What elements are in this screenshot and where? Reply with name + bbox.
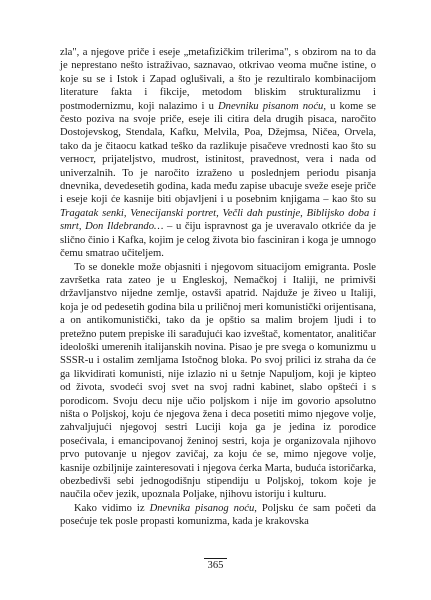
paragraph-text: – u čiju ispravnost ga je uveravalo otkriće da je slično činio i Kafka, kojim je celog života bio fasciniran i koga je umnogo čemu smatrao učiteljem. — [60, 221, 377, 260]
italic-title-text: Tragatak senki, Venecijanski portret, Večli dah pustinje, Biblijsko doba i smrt, Don Ildebrando… — [60, 207, 376, 233]
paragraph-text: Kako vidimo iz — [74, 502, 150, 514]
body-text — [60, 46, 376, 529]
italic-title-text: Dnevniku pisanom noću — [218, 100, 324, 112]
paragraph — [60, 502, 376, 529]
italic-title-text: Dnevnika pisanog noću — [149, 502, 255, 514]
paragraph-text: , Poljsku će sam početi da posećuje tek posle propasti komunizma, kada je krakovska — [60, 502, 376, 528]
paragraph-text: zla", a njegove priče i eseje „metafizičkim trilerima", s obzirom na to da je neprestano nešto istraživao, saznavao, otkrivao veoma mučne istine, o koje su se i Istok i Zapad oglušivali, a što je rezultiralo kombinacijom literature fakta i fikcije, metodom bliskim strukturalizmu i postmodernizmu, koji nalazimo i u — [60, 47, 376, 112]
paragraph-text: , u kome se često poziva na svoje priče, eseje ili citira dela drugih pisaca, naročito Dostojevskog, Stendala, Kafku, Melvila, Poa, Džejmsa, Ničea, Orvela, tako da je čitaocu katkad teško da razlikuje pisačeve vrednosti kao što su verност, prijateljstvo, mudrost, istinitost, pravednost, vera i nada od univerzalnih. To je naročito izraženo u poslednjem periodu pisanja dnevnika, devedesetih godina, kada među zapise ubacuje sveže eseje priče i eseje koji će kasnije biti objavljeni i u posebnim knjigama – kao što su — [60, 100, 376, 206]
paragraph — [60, 261, 376, 502]
page-number-footer — [0, 558, 431, 571]
paragraph-text: To se donekle može objasniti i njegovom situacijom emigranta. Posle završetka rata zateo je u Engleskoj, Nemačkoj i Italiji, ne primivši državljanstvo nijedne zemlje, ostavši apatrid. Najduže je živeo u Italiji, koja je od pedesetih godina bila u priličnoj meri komunistički orijentisana, a on antikomunistički, tako da je opštio sa malim brojem ljudi i to pretežno putem prepiske ili sarađujući kao izveštač, komentator, analitičar ideološki umerenih italijanskih novina. Pisao je pre svega o komunizmu u SSSR-u i ostalim zemljama Istočnog bloka. Po svoj prilici iz straha da će ga likvidirati komunisti, nije izlazio ni u šetnje Napuljom, koji je kipteo od života, svodeći svoj svet na svoj radni kabinet, slabo opšteći i s porodicom. Svoju decu nije učio poljskom i nije im govorio apsolutno ništa o Poljskoj, koju će njegova žena i deca posetiti mimo njegove volje, zahvaljujući njegovoj sestri Luciji koja ga je jedina iz porodice posećivala, i emancipovanoj ženinoj sestri, koja je organizovala njihovo prvo putovanje u njegov zavičaj, za koju će se, mimo njegove volje, kasnije ozbiljnije zainteresovati i njegova ćerka Marta, buduća istoričarka, obezbedivši sebi jednogodišnju stipendiju u Poljskoj, tokom koje je naučila očev jezik, upoznala Poljake, njihovu istoriju i kulturu. — [60, 261, 376, 501]
page-number: 365 — [204, 558, 228, 571]
paragraph — [60, 46, 376, 261]
